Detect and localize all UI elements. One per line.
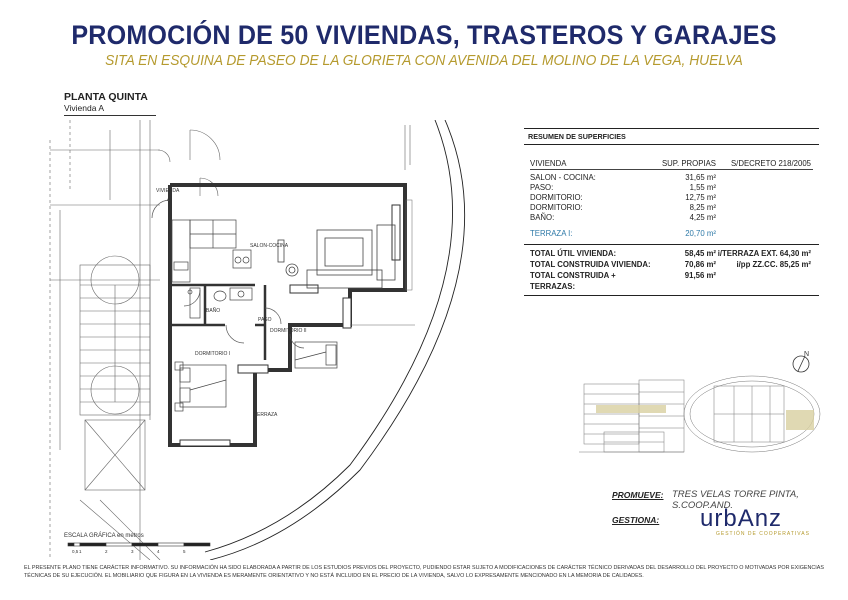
row-label: DORMITORIO: [530, 193, 583, 202]
row-label: SALON - COCINA: [530, 173, 596, 182]
total-label: TOTAL ÚTIL VIVIENDA: [530, 249, 617, 258]
col-decreto: S/DECRETO 218/2005 [730, 159, 811, 168]
highlight-unit [786, 410, 814, 430]
total-row [524, 248, 819, 259]
floor-underline [64, 115, 156, 116]
floor-label: PLANTA QUINTA [64, 91, 148, 103]
label-vivienda: VIVIENDA [156, 188, 180, 194]
total-value: 91,56 m² [684, 271, 716, 280]
terrace-label: TERRAZA I: [530, 229, 573, 238]
col-sup-propias: SUP. PROPIAS [661, 159, 716, 168]
summary-columns [530, 159, 813, 170]
total-extra: i/TERRAZA EXT. 64,30 m² [717, 249, 811, 258]
summary-separator [524, 244, 819, 245]
scale-tick: 3 [131, 549, 134, 554]
summary-row [524, 213, 819, 223]
scale-tick: 5 [183, 549, 186, 554]
label-dormitorio-2: DORMITORIO II [270, 328, 307, 334]
label-bano: BAÑO [206, 308, 221, 314]
terrace-row [524, 229, 819, 239]
row-value: 4,25 m² [689, 213, 716, 222]
row-label: PASO: [530, 183, 554, 192]
highlight-floor [596, 405, 666, 413]
summary-row [524, 193, 819, 203]
scale-label: ESCALA GRÁFICA en metros [64, 533, 144, 539]
north-label: N [804, 351, 810, 358]
key-plan [574, 372, 824, 460]
scale-tick: 4 [157, 549, 160, 554]
label-paso: PASO [258, 317, 272, 323]
label-dormitorio-1: DORMITORIO I [195, 351, 231, 357]
total-extra: i/pp ZZ.CC. 85,25 m² [736, 260, 811, 269]
urbanz-logo: urbAnz [700, 505, 783, 532]
scale-tick: 1 [79, 549, 82, 554]
row-value: 1,55 m² [689, 183, 716, 192]
page-title: PROMOCIÓN DE 50 VIVIENDAS, TRASTEROS Y GARAJES [71, 20, 777, 50]
total-value: 70,86 m² [684, 260, 716, 269]
col-vivienda: VIVIENDA [530, 159, 567, 168]
summary-bottom-rule [524, 295, 819, 296]
summary-row [524, 203, 819, 213]
summary-heading: RESUMEN DE SUPERFICIES [524, 128, 819, 145]
total-row [524, 270, 819, 292]
disclaimer-text: EL PRESENTE PLANO TIENE CARÁCTER INFORMATIVO. SU INFORMACIÓN HA SIDO ELABORADA A PARTIR DE LOS ESTUDIOS PREVIOS DEL PROYECTO, PUDIENDO ESTAR SUJETO A MODIFICACIONES DE CARÁCTER TÉCNICO DERIVADAS DEL DESARROLLO DEL PROYECTO O MOTIVADAS POR EXIGENCIAS TÉCNICAS DE SU EJECUCIÓN. EL MOBILIARIO QUE FIGURA EN LA VIVIENDA ES MERAMENTE ORIENTATIVO Y NO ESTÁ INCLUIDO EN EL PRECIO DE LA VIVIENDA, SALVO LO EXPRESAMENTE MENCIONADO EN LA MEMORIA DE CALIDADES. [24, 565, 824, 579]
total-label: TOTAL CONSTRUIDA + TERRAZAS: [530, 271, 616, 291]
label-salon-cocina: SALON-COCINA [250, 243, 289, 249]
row-label: BAÑO: [530, 213, 555, 222]
page-subtitle: SITA EN ESQUINA DE PASEO DE LA GLORIETA CON AVENIDA DEL MOLINO DE LA VEGA, HUELVA [105, 53, 743, 69]
row-label: DORMITORIO: [530, 203, 583, 212]
terrace-value: 20,70 m² [685, 229, 716, 238]
row-value: 12,75 m² [685, 193, 716, 202]
total-row [524, 259, 819, 270]
summary-row [524, 183, 819, 193]
surface-summary [524, 128, 819, 296]
urbanz-logo-subtitle: GESTIÓN DE COOPERATIVAS [716, 531, 810, 537]
promueve-value: TRES VELAS TORRE PINTA, S.COOP.AND. [672, 489, 799, 511]
scale-tick: 2 [105, 549, 108, 554]
scale-bar [66, 542, 216, 560]
gestiona-label: GESTIONA: [612, 515, 660, 525]
promueve-label: PROMUEVE: [612, 490, 664, 500]
floor-plan [40, 120, 490, 560]
unit-label: Vivienda A [64, 103, 105, 113]
total-extra [716, 270, 811, 292]
total-label: TOTAL CONSTRUIDA VIVIENDA: [530, 260, 651, 269]
total-value: 58,45 m² [684, 249, 716, 258]
summary-row [524, 173, 819, 183]
scale-tick: 0,5 [72, 549, 79, 554]
row-value: 31,65 m² [685, 173, 716, 182]
row-value: 8,25 m² [689, 203, 716, 212]
label-terraza: TERRAZA [254, 412, 278, 418]
label-vivienda-letter: A [167, 197, 171, 203]
